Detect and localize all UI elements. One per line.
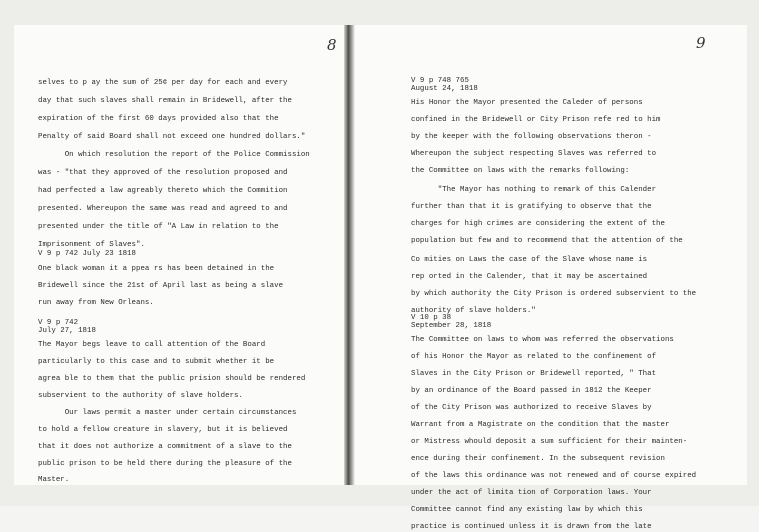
text-line: by which authority the City Prison is ordered subservient to the <box>411 290 697 298</box>
text-line: subservient to the authority of slave holders. <box>38 392 243 400</box>
text-line: presented. Whereupon the same was read and agreed to and <box>38 205 288 213</box>
text-line: confined in the Bridewell or City Prison refe red to him <box>411 116 661 124</box>
text-line: rep orted in the Calender, that it may be ascertained <box>411 273 648 281</box>
text-line: The Committee on laws to whom was referred the observations <box>411 336 674 344</box>
book-gutter <box>344 25 354 485</box>
text-line: public prison to be held there during the pleasure of the <box>38 460 292 468</box>
text-line: run away from New Orleans. <box>38 299 154 307</box>
text-line: ence during their confinement. In the subsequent revision <box>411 455 665 463</box>
text-line: Master. <box>38 476 70 484</box>
text-line: One black woman it a ppea rs has been detained in the <box>38 265 275 273</box>
left-page <box>14 25 344 485</box>
page-number: 8 <box>327 36 337 54</box>
citation: V 9 p 742 July 23 1818 <box>38 250 137 258</box>
citation-date: July 27, 1818 <box>38 327 96 335</box>
text-line: or Mistress whould deposit a sum sufficient for their mainten- <box>411 438 688 446</box>
text-line: the Committee on laws with the remarks following: <box>411 167 630 175</box>
citation-date: September 28, 1818 <box>411 322 492 330</box>
text-line: under the act of limita tion of Corporation laws. Your <box>411 489 652 497</box>
citation: V 9 p 748 765 <box>411 77 469 85</box>
text-line: expiration of the first 60 days provided also that the <box>38 115 279 123</box>
right-page <box>355 25 747 531</box>
text-line: charges for high crimes are considering the extent of the <box>411 220 665 228</box>
text-line: of his Honor the Mayor as related to the confinement of <box>411 353 657 361</box>
text-line: agrea ble to them that the public prision should be rendered <box>38 375 306 383</box>
text-line: population but few and to recommend that the attention of the <box>411 237 683 245</box>
text-line: particularly to this case and to submit whether it be <box>38 358 275 366</box>
text-line: further than that it is gratifying to observe that the <box>411 203 652 211</box>
text-line: On which resolution the report of the Police Commission <box>38 151 310 159</box>
text-line: The Mayor begs leave to call attention of the Board <box>38 341 266 349</box>
text-line: by an ordinance of the Board passed in 1812 the Keeper <box>411 387 652 395</box>
text-line: presented under the title of "A Law in relation to the <box>38 223 279 231</box>
text-line: Warrant from a Magistrate on the condition that the master <box>411 421 670 429</box>
text-line: that it does not authorize a commitment of a slave to the <box>38 443 292 451</box>
text-line: His Honor the Mayor presented the Caleder of persons <box>411 99 643 107</box>
text-line: Committee cannot find any existing law by which this <box>411 506 643 514</box>
text-line: selves to p ay the sum of 25¢ per day for each and every <box>38 79 288 87</box>
text-line: of the laws this ordinance was not renewed and of course expired <box>411 472 697 480</box>
text-line: Co mities on Laws the case of the Slave whose name is <box>411 256 648 264</box>
text-line: "The Mayor has nothing to remark of this Calender <box>411 186 657 194</box>
citation: V 10 p 38 <box>411 314 452 322</box>
text-line: practice is continued unless it is drawn from the late <box>411 523 652 531</box>
text-line: was - "that they approved of the resolution proposed and <box>38 169 288 177</box>
text-line: day that such slaves shall remain in Bridewell, after the <box>38 97 292 105</box>
text-line: of the City Prison was authorized to receive Slaves by <box>411 404 652 412</box>
text-line: by the keeper with the following observations theron - <box>411 133 652 141</box>
page-number: 9 <box>696 34 706 52</box>
text-line: had perfected a law agreably thereto which the Commition <box>38 187 288 195</box>
citation: V 9 p 742 <box>38 319 79 327</box>
citation-date: August 24, 1818 <box>411 85 478 93</box>
text-line: Slaves in the City Prison or Bridewell reported, " That <box>411 370 657 378</box>
text-line: Imprisonment of Slaves". <box>38 241 145 249</box>
text-line: Our laws permit a master under certain circumstances <box>38 409 297 417</box>
text-line: to hold a fellow creature in slavery, but it is believed <box>38 426 288 434</box>
text-line: Bridewell since the 21st of April last as being a slave <box>38 282 284 290</box>
text-line: Whereupon the subject respecting Slaves was referred to <box>411 150 657 158</box>
text-line: authority of slave holders." <box>411 307 536 315</box>
text-line: Penalty of said Board shall not exceed one hundred dollars." <box>38 133 306 141</box>
